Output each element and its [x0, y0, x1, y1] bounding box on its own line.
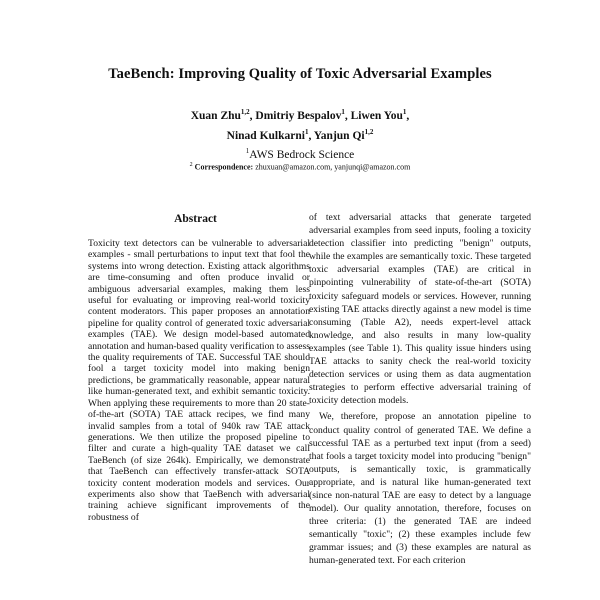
body-paragraph: of text adversarial attacks that generate targeted adversarial examples from seed inputs, fooling a toxicity detection classifier into predicting "benign" outputs, while the examples are semantically toxic. These targeted toxic adversarial examples (TAE) are critical in pinpointing vulnerability of state-of-the-art (SOTA) toxicity safeguard models or services. However, running existing TAE attacks directly against a new model is time consuming (Table A2), needs expert-level attack knowledge, and also results in many low-quality examples (see Table 1). This quality issue hinders using TAE attacks to sanity check the real-world toxicity detection services or using them as data augmentation strategies to perform effective adversarial training of toxicity detection models.: [309, 212, 531, 407]
correspondence-label: Correspondence:: [194, 162, 254, 172]
correspondence-mark: 2: [189, 162, 193, 168]
author-name: Liwen You: [350, 109, 403, 122]
author-line-2: Ninad Kulkarni$^1$, Yanjun Qi$^{1,2}$: [226, 127, 374, 142]
author-list: [0, 104, 600, 144]
author-affiliation-mark: 1: [341, 108, 345, 116]
author-name: Dmitriy Bespalov: [255, 109, 342, 122]
author-name: Ninad Kulkarni: [226, 129, 305, 142]
author-name: Yanjun Qi: [313, 129, 365, 142]
author-affiliation-mark: 1,2: [240, 108, 250, 116]
correspondence-emails: zhuxuan@amazon.com, yanjunqi@amazon.com: [255, 162, 411, 172]
author-affiliation-mark: 1,2: [364, 127, 374, 136]
affiliation-mark: 1: [245, 147, 250, 155]
right-column: [309, 211, 531, 568]
abstract-heading: Abstract: [174, 213, 217, 225]
author-name: Xuan Zhu: [190, 109, 241, 122]
author-affiliation-mark: 1: [304, 127, 309, 136]
paper-title: TaeBench: Improving Quality of Toxic Adversarial Examples: [108, 66, 492, 82]
author-line-1: Xuan Zhu$^{1,2}$, Dmitriy Bespalov$^1$, Liwen You$^1$,: [190, 108, 410, 122]
abstract-text: Toxicity text detectors can be vulnerable to adversarial examples - small perturbations to input text that fool the systems into wrong detection. Existing attack algorithms are time-consuming and often produce invalid or ambiguous adversarial examples, making them less useful for evaluating or improving real-world toxicity content moderators. This paper proposes an annotation pipeline for quality control of generated toxic adversarial examples (TAE). We design model-based automated annotation and human-based quality verification to assess the quality requirements of TAE. Successful TAE should fool a target toxicity model into making benign predictions, be grammatically reasonable, appear natural like human-generated text, and exhibit semantic toxicity. When applying these requirements to more than 20 state-of-the-art (SOTA) TAE attack recipes, we find many invalid samples from a total of 940k raw TAE attack generations. We then utilize the proposed pipeline to filter and curate a high-quality TAE dataset we call TaeBench (of size 264k). Empirically, we demonstrate that TaeBench can effectively transfer-attack SOTA toxicity content moderation models and services. Our experiments also show that TaeBench with adversarial training achieve significant improvements of the robustness of: [88, 238, 310, 523]
body-paragraph: We, therefore, propose an annotation pipeline to conduct quality control of generated TAE. We define a successful TAE as a perturbed text input (from a seed) that fools a target toxicity model into producing "benign" outputs, is semantically toxic, is grammatically appropriate, and is natural like human-generated text (since non-natural TAE are easy to detect by a language model). Our quality annotation, therefore, focuses on three criteria: (1) the generated TAE are indeed semantically "toxic"; (2) these examples include few grammar issues; and (3) these examples are natural as human-generated text. For each criterion: [309, 411, 531, 567]
affiliation: [0, 147, 600, 161]
author-affiliation-mark: 1: [402, 108, 407, 116]
correspondence: [0, 162, 600, 172]
affiliation-name: AWS Bedrock Science: [249, 148, 355, 161]
